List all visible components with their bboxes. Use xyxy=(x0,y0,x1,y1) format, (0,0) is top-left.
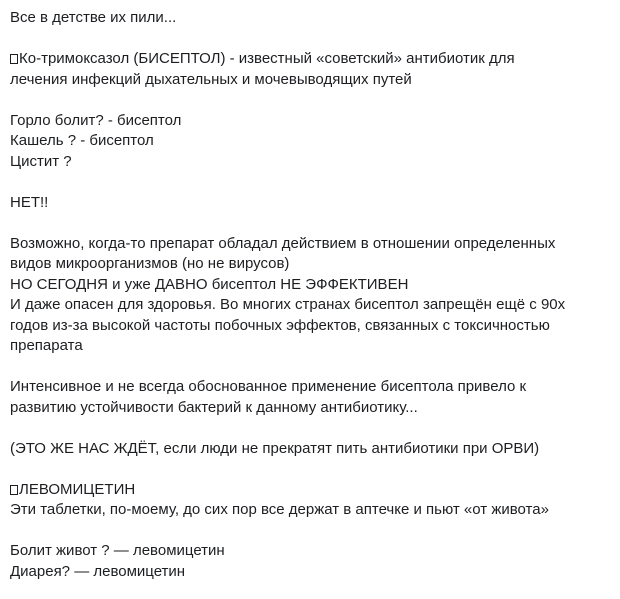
post-line-explanation-3: НО СЕГОДНЯ и уже ДАВНО бисептол НЕ ЭФФЕКТИВЕН xyxy=(10,275,409,293)
paragraph-gap xyxy=(10,418,610,439)
post-line-biseptol-heading-text: Ко-тримоксазол (БИСЕПТОЛ) - известный «советский» антибиотик для xyxy=(19,50,515,67)
post-line-throat: Горло болит? - бисептол xyxy=(10,111,182,129)
post-line-diarrhea: Диарея? — левомицетин xyxy=(10,562,186,580)
paragraph-gap xyxy=(10,29,610,50)
post-line-stomach: Болит живот ? — левомицетин xyxy=(10,542,225,559)
post-line-intro: Все в детстве их пили... xyxy=(10,9,177,26)
post-line-levomycetin-heading xyxy=(10,480,610,501)
post-line-resistance-2: развитию устойчивости бактерий к данному антибиотику... xyxy=(10,398,418,416)
post-line-explanation-5: годов из-за высокой частоты побочных эффектов, связанных с токсичностью xyxy=(10,316,550,334)
missing-emoji-icon xyxy=(10,54,18,64)
post-line-explanation-2: видов микроорганизмов (но не вирусов) xyxy=(10,255,290,272)
post-line-levomycetin-heading-text: ЛЕВОМИЦЕТИН xyxy=(19,480,136,498)
post-line-cough: Кашель ? - бисептол xyxy=(10,132,154,149)
missing-emoji-icon xyxy=(10,485,18,495)
post-line-explanation-4: И даже опасен для здоровья. Во многих странах бисептол запрещён ещё с 90х xyxy=(10,296,566,313)
post-line-cystitis: Цистит ? xyxy=(10,152,72,170)
paragraph-gap xyxy=(10,521,610,542)
post-line-biseptol-heading xyxy=(10,49,610,70)
paragraph-gap xyxy=(10,90,610,111)
paragraph-gap xyxy=(10,357,610,378)
post-line-no: НЕТ!! xyxy=(10,193,49,211)
post-line-biseptol-use: лечения инфекций дыхательных и мочевыводящих путей xyxy=(10,70,412,88)
post-line-warning: (ЭТО ЖЕ НАС ЖДЁТ, если люди не прекратят пить антибиотики при ОРВИ) xyxy=(10,439,540,457)
post-text xyxy=(10,8,610,582)
post-line-levomycetin-use: Эти таблетки, по-моему, до сих пор все держат в аптечке и пьют «от живота» xyxy=(10,501,549,518)
paragraph-gap xyxy=(10,172,610,193)
post-line-explanation-6: препарата xyxy=(10,337,83,354)
paragraph-gap xyxy=(10,459,610,480)
post-line-explanation-1: Возможно, когда-то препарат обладал действием в отношении определенных xyxy=(10,234,556,252)
post-line-resistance-1: Интенсивное и не всегда обоснованное применение бисептола привело к xyxy=(10,378,527,395)
paragraph-gap xyxy=(10,213,610,234)
